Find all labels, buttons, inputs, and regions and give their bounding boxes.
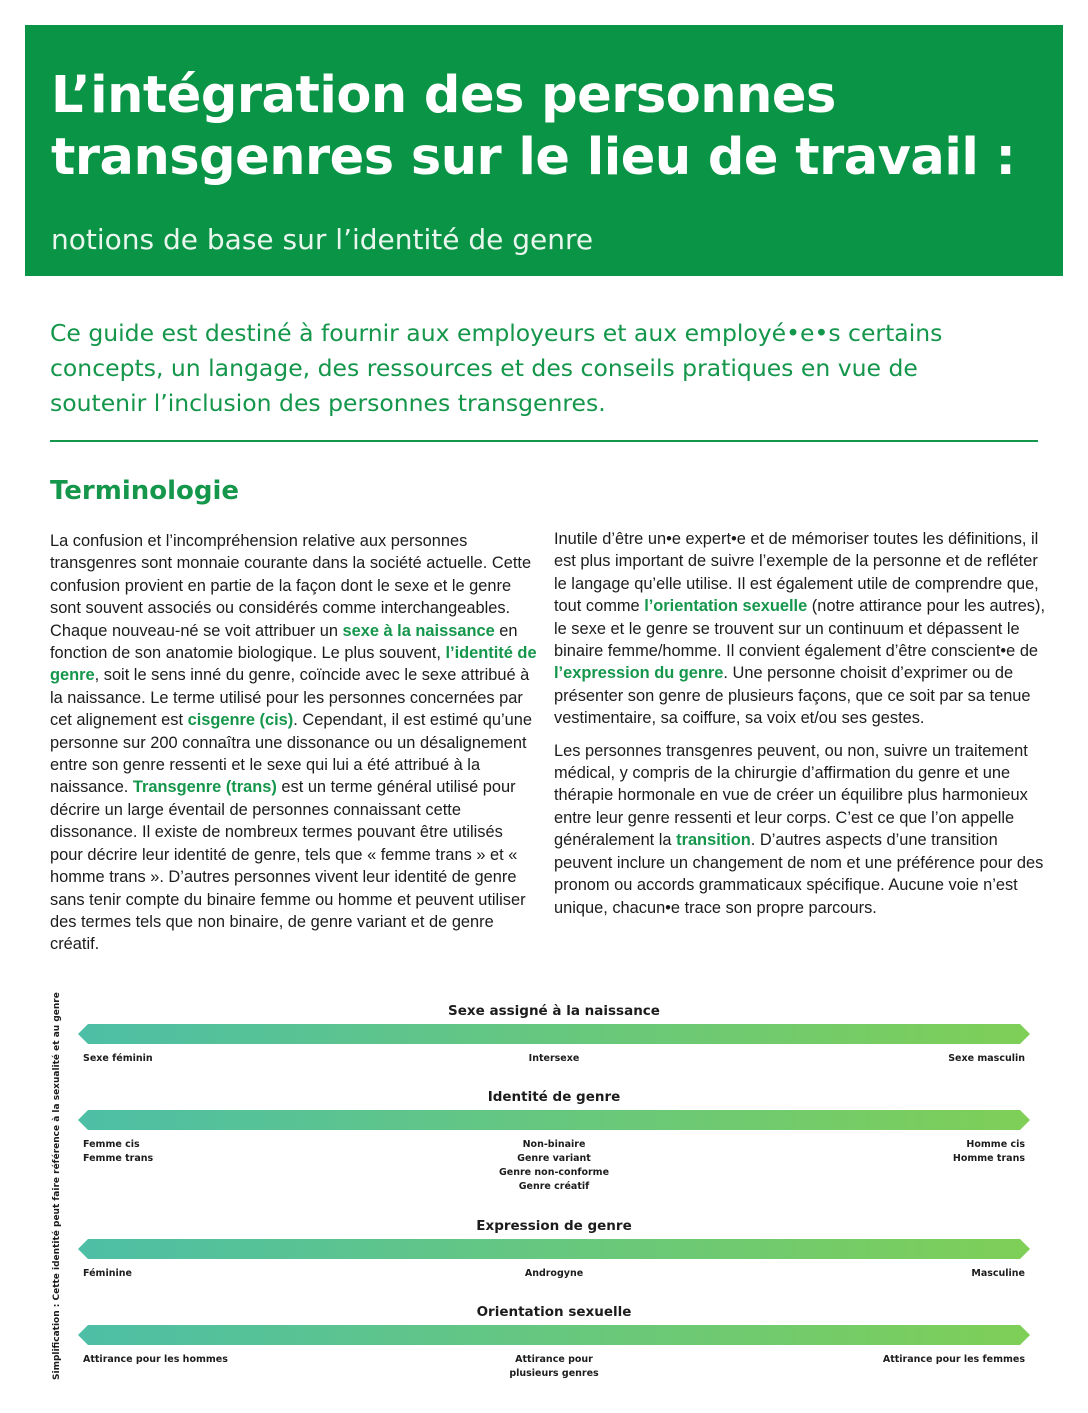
spectrum-center-label — [525, 1267, 583, 1281]
label-line: Sexe féminin — [83, 1053, 153, 1064]
label-line: Attirance pour les hommes — [83, 1354, 228, 1365]
spectrum-center-label — [499, 1138, 609, 1194]
intro-line-1: Ce guide est destiné à fournir aux employeurs et aux employé•e•s certains — [50, 319, 943, 347]
text-segment: . Cependant, il est estimé qu’une personne sur 200 connaîtra une dissonance ou un désalignement entre son genre ressenti et le sexe qui lui a été attribué à la naissance. — [50, 711, 532, 797]
spectrum-arrow-shape — [78, 1110, 1030, 1130]
label-line: Androgyne — [524, 1268, 584, 1279]
label-line: Masculine — [971, 1268, 1025, 1279]
term-sexe-naissance: sexe à la naissance — [342, 621, 495, 640]
label-line: Sexe masculin — [948, 1053, 1025, 1064]
terminology-heading: Terminologie — [50, 476, 240, 506]
terminology-left-column — [50, 530, 540, 956]
label-line: Attirance pour les femmes — [882, 1354, 1025, 1365]
spectrum-orientation-sexuelle — [78, 1303, 1030, 1413]
spectrum-right-label — [948, 1052, 1025, 1066]
spectrum-center-label — [509, 1353, 598, 1381]
intro-line-2: concepts, un langage, des ressources et des conseils pratiques en vue de — [50, 354, 918, 382]
text-segment: . D’autres aspects d’une transition peuvent inclure un changement de nom et une préférence pour des pronom ou accords grammaticaux spécifique. Aucune voie n’est unique, chacun•e trace son propre parcours. — [554, 831, 1044, 917]
spectrum-title: Sexe assigné à la naissance — [448, 1003, 660, 1019]
title-line-2: transgenres sur le lieu de travail : — [51, 128, 1016, 187]
spectrum-left-label — [83, 1052, 153, 1066]
diagram-side-note: Simplification : Cette identité peut faire référence à la sexualité et au genre — [52, 992, 62, 1380]
term-identite-genre: l’identité de genre — [50, 644, 537, 685]
spectrum-title: Expression de genre — [476, 1218, 632, 1234]
spectrum-left-label — [83, 1267, 132, 1281]
title-banner — [25, 25, 1063, 276]
term-transition: transition — [676, 831, 751, 850]
text-segment: en fonction de son anatomie biologique. Le plus souvent, — [50, 621, 518, 663]
text-segment: , soit le sens inné du genre, coïncide avec le sexe attribué à la naissance. Le terme utilisé pour les personnes concernées par cet alignement est — [50, 666, 530, 730]
text-segment: Les personnes transgenres peuvent, ou non, suivre un traitement médical, y compris de la chirurgie d’affirmation du genre et une thérapie hormonale en vue de créer un équilibre plus harmonieux entre leur genre ressenti et leur corps. C’est ce que l’on appelle généralement la — [554, 741, 1028, 850]
spectrum-center-label — [529, 1052, 580, 1066]
spectrum-left-label — [83, 1353, 228, 1367]
intro-line-3: soutenir l’inclusion des personnes transgenres. — [50, 389, 606, 417]
section-divider — [50, 440, 1038, 442]
spectrum-right-label — [971, 1267, 1025, 1281]
spectrum-labels — [78, 1138, 1030, 1198]
spectrum-right-label — [953, 1138, 1025, 1166]
label-line: Femme cis — [83, 1139, 140, 1150]
spectrum-arrow — [78, 1239, 1030, 1259]
term-expression-genre: l’expression du genre — [554, 664, 724, 683]
terminology-right-column — [554, 528, 1046, 919]
label-line: Homme trans — [952, 1153, 1025, 1164]
term-cisgenre: cisgenre (cis) — [187, 711, 294, 730]
term-orientation-sexuelle: l’orientation sexuelle — [644, 597, 808, 616]
label-line: Intersexe — [528, 1053, 580, 1064]
spectrum-arrow — [78, 1110, 1030, 1130]
text-segment: . Une personne choisit d’exprimer ou de présenter son genre de plusieurs façons, que ce soit par sa tenue vestimentaire, sa coiffure, sa voix et/ou ses gestes. — [554, 664, 1031, 728]
spectrum-labels — [78, 1353, 1030, 1413]
terminology-right-paragraph-2 — [554, 740, 1046, 919]
label-line: Féminine — [83, 1268, 132, 1279]
label-line: Genre non-conforme — [498, 1167, 610, 1178]
label-line: Homme cis — [966, 1139, 1025, 1150]
text-segment: (notre attirance pour les autres), le sexe et le genre se trouvent sur un continuum et dépassent le binaire femme/homme. Il convient également d’être conscient•e de — [554, 597, 1046, 661]
terminology-right-paragraph-1 — [554, 528, 1046, 730]
title-line-1: L’intégration des personnes — [51, 66, 836, 125]
spectrum-title: Orientation sexuelle — [476, 1304, 632, 1320]
spectrum-identite-genre — [78, 1088, 1030, 1198]
spectrum-arrow — [78, 1024, 1030, 1044]
page-subtitle: notions de base sur l’identité de genre — [51, 223, 594, 256]
label-line: Genre créatif — [518, 1181, 590, 1192]
term-transgenre: Transgenre (trans) — [132, 778, 277, 797]
text-segment: La confusion et l’incompréhension relative aux personnes transgenres sont monnaie courante dans la société actuelle. Cette confusion provient en partie de la façon dont le sexe et le genre sont souvent associés ou considérés comme interchangeables. Chaque nouveau-né se voit attribuer un — [50, 532, 532, 640]
label-line: Genre variant — [517, 1153, 591, 1164]
spectrum-arrow-shape — [78, 1239, 1030, 1259]
label-line: Non-binaire — [522, 1139, 586, 1150]
label-line: Attirance pour — [515, 1354, 593, 1365]
spectrum-arrow — [78, 1325, 1030, 1345]
spectrum-arrow-shape — [78, 1024, 1030, 1044]
text-segment: Inutile d’être un•e expert•e et de mémoriser toutes les définitions, il est plus important de suivre l’exemple de la personne et de refléter le langage qu’elle utilise. Il est également utile de comprendre que, tout comme — [554, 530, 1039, 616]
label-line: plusieurs genres — [509, 1368, 599, 1379]
text-segment: est un terme général utilisé pour décrire un large éventail de personnes connaissant cette dissonance. Il existe de nombreux termes pouvant être utilisés pour décrire leur identité de genre, tels que « femme trans » et « homme trans ». D’autres personnes vivent leur identité de genre sans tenir compte du binaire femme ou homme et peuvent utiliser des termes tels que non binaire, de genre variant et de genre créatif. — [50, 778, 526, 954]
spectrum-arrow-shape — [78, 1325, 1030, 1345]
intro-paragraph — [50, 316, 1050, 421]
terminology-left-paragraph — [50, 530, 540, 956]
spectrum-left-label — [83, 1138, 153, 1166]
spectrum-right-label — [883, 1353, 1025, 1367]
page-title — [51, 65, 1063, 189]
spectrum-title: Identité de genre — [487, 1089, 621, 1105]
label-line: Femme trans — [83, 1153, 154, 1164]
